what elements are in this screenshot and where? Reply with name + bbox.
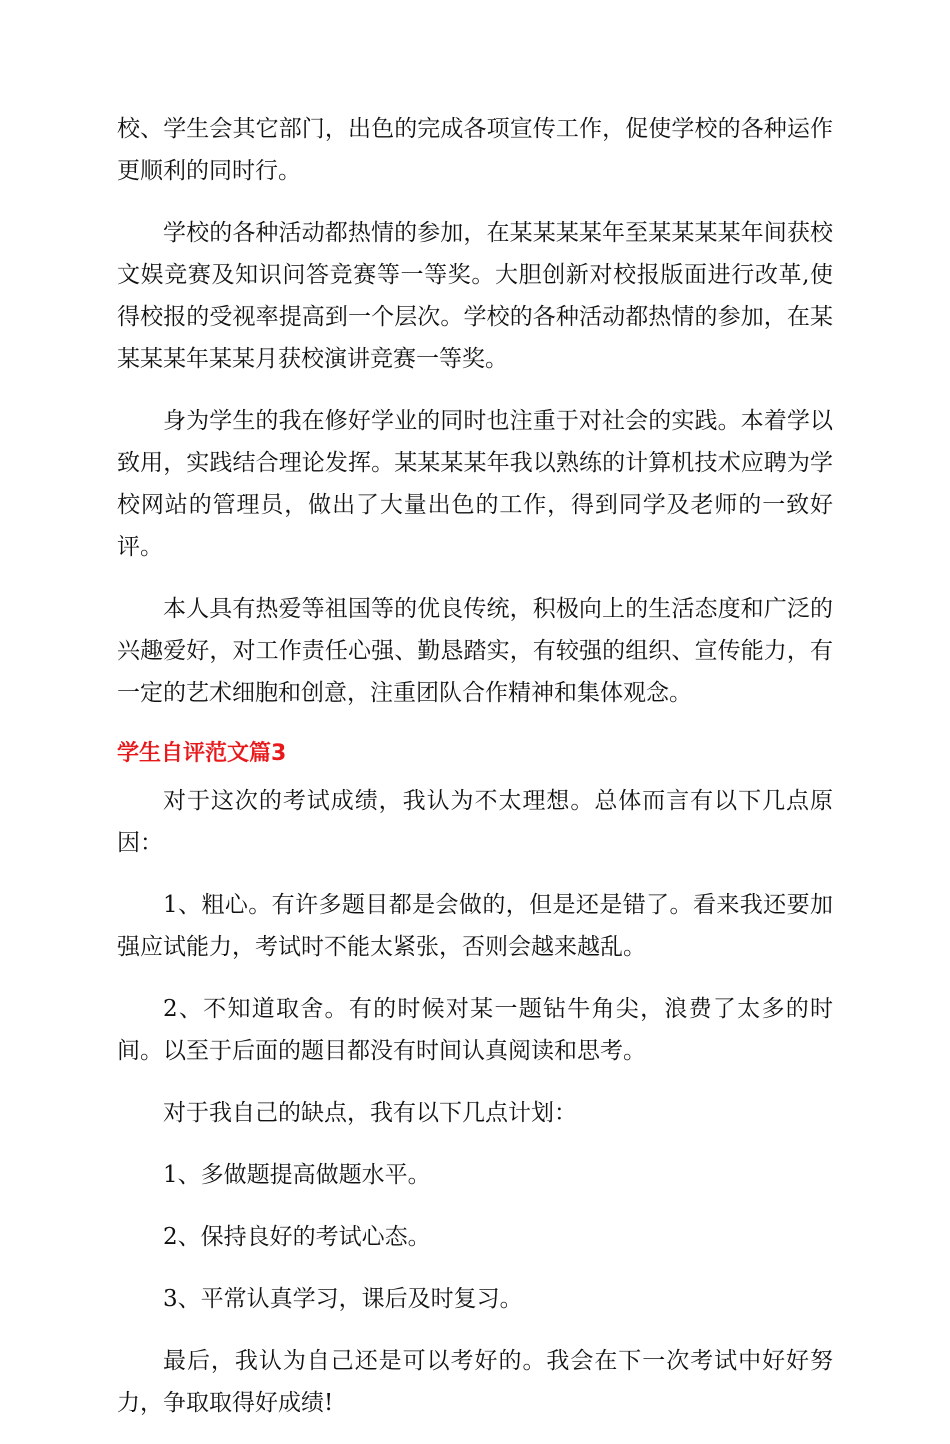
plan-item-2: 2、保持良好的考试心态。 bbox=[163, 1224, 431, 1250]
paragraph-plan-intro: 对于我自己的缺点，我有以下几点计划： bbox=[163, 1100, 577, 1126]
paragraph-conclusion: 最后，我认为自己还是可以考好的。我会在下一次考试中好好努力，争取取得好成绩! bbox=[117, 1348, 833, 1416]
paragraph-reason-2: 2、不知道取舍。有的时候对某一题钻牛角尖，浪费了太多的时间。以至于后面的题目都没有时间认真阅读和思考。 bbox=[117, 996, 833, 1064]
plan-item-3: 3、平常认真学习，课后及时复习。 bbox=[163, 1286, 523, 1312]
paragraph-practice: 身为学生的我在修好学业的同时也注重于对社会的实践。本着学以致用，实践结合理论发挥。某某某某年我以熟练的计算机技术应聘为学校网站的管理员，做出了大量出色的工作，得到同学及老师的一致好评。 bbox=[117, 408, 833, 560]
document-body bbox=[117, 108, 833, 1444]
paragraph-exam-intro: 对于这次的考试成绩，我认为不太理想。总体而言有以下几点原因： bbox=[117, 788, 833, 856]
paragraph-personality: 本人具有热爱等祖国等的优良传统，积极向上的生活态度和广泛的兴趣爱好，对工作责任心强、勤恳踏实，有较强的组织、宣传能力，有一定的艺术细胞和创意，注重团队合作精神和集体观念。 bbox=[117, 596, 833, 706]
paragraph-activities: 学校的各种活动都热情的参加，在某某某某年至某某某某年间获校文娱竞赛及知识问答竞赛等一等奖。大胆创新对校报版面进行改革,使得校报的受视率提高到一个层次。学校的各种活动都热情的参加，在某某某某年某某月获校演讲竞赛一等奖。 bbox=[117, 220, 833, 372]
plan-item-1: 1、多做题提高做题水平。 bbox=[163, 1162, 431, 1188]
section-heading: 学生自评范文篇3 bbox=[117, 741, 287, 766]
paragraph-reason-1: 1、粗心。有许多题目都是会做的，但是还是错了。看来我还要加强应试能力，考试时不能太紧张，否则会越来越乱。 bbox=[117, 892, 833, 960]
paragraph-continuation: 校、学生会其它部门，出色的完成各项宣传工作，促使学校的各种运作更顺利的同时行。 bbox=[117, 116, 833, 184]
